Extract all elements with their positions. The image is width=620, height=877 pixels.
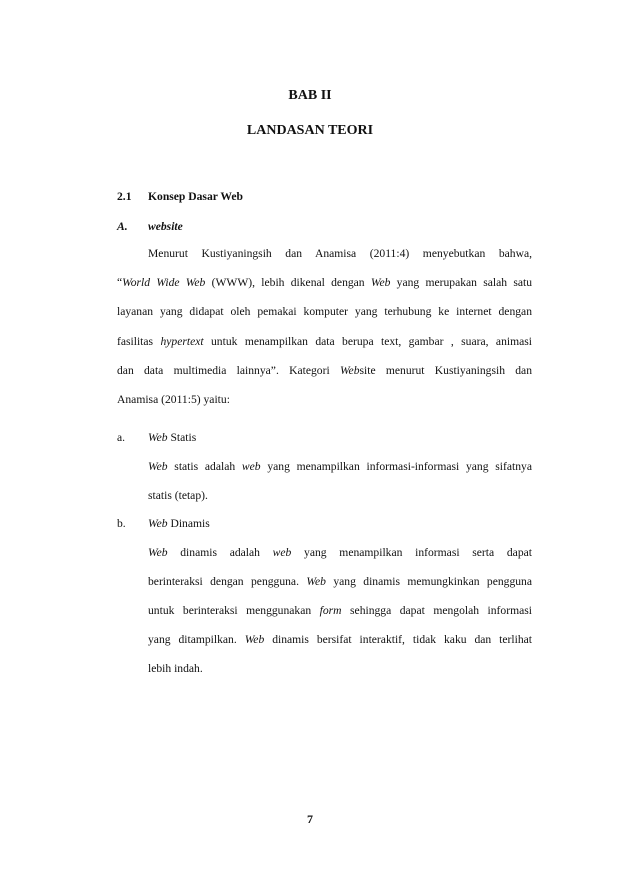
subsection-number: A. — [117, 220, 128, 233]
section-title: Konsep Dasar Web — [148, 190, 243, 203]
list-item-line: lebih indah. — [148, 662, 203, 675]
list-item-line: yang ditampilkan. Web dinamis bersifat interaktif, tidak kaku dan terlihat — [148, 633, 532, 646]
page-number: 7 — [307, 812, 313, 826]
subsection-title: website — [148, 220, 183, 233]
list-item-line: Web dinamis adalah web yang menampilkan informasi serta dapat — [148, 546, 532, 559]
list-item-line: statis (tetap). — [148, 489, 208, 502]
paragraph-line: dan data multimedia lainnya”. Kategori Website menurut Kustiyaningsih dan — [117, 364, 532, 377]
chapter-label: BAB II — [288, 88, 332, 103]
list-marker: a. — [117, 431, 126, 444]
list-item-title: Web Dinamis — [148, 517, 210, 530]
paragraph-line: layanan yang didapat oleh pemakai komputer yang terhubung ke internet dengan — [117, 305, 532, 318]
list-marker: b. — [117, 517, 126, 530]
paragraph-line: Menurut Kustiyaningsih dan Anamisa (2011:4) menyebutkan bahwa, — [148, 247, 532, 260]
list-item-line: Web statis adalah web yang menampilkan informasi-informasi yang sifatnya — [148, 460, 532, 473]
list-item-title: Web Statis — [148, 431, 197, 444]
chapter-title: LANDASAN TEORI — [246, 123, 374, 138]
paragraph-line: fasilitas hypertext untuk menampilkan data berupa text, gambar , suara, animasi — [117, 335, 532, 348]
list-item-line: untuk berinteraksi menggunakan form sehingga dapat mengolah informasi — [148, 604, 532, 617]
list-item-line: berinteraksi dengan pengguna. Web yang dinamis memungkinkan pengguna — [148, 575, 532, 588]
section-number: 2.1 — [117, 190, 132, 203]
paragraph-line: “World Wide Web (WWW), lebih dikenal dengan Web yang merupakan salah satu — [117, 276, 533, 289]
paragraph-line: Anamisa (2011:5) yaitu: — [117, 393, 230, 406]
